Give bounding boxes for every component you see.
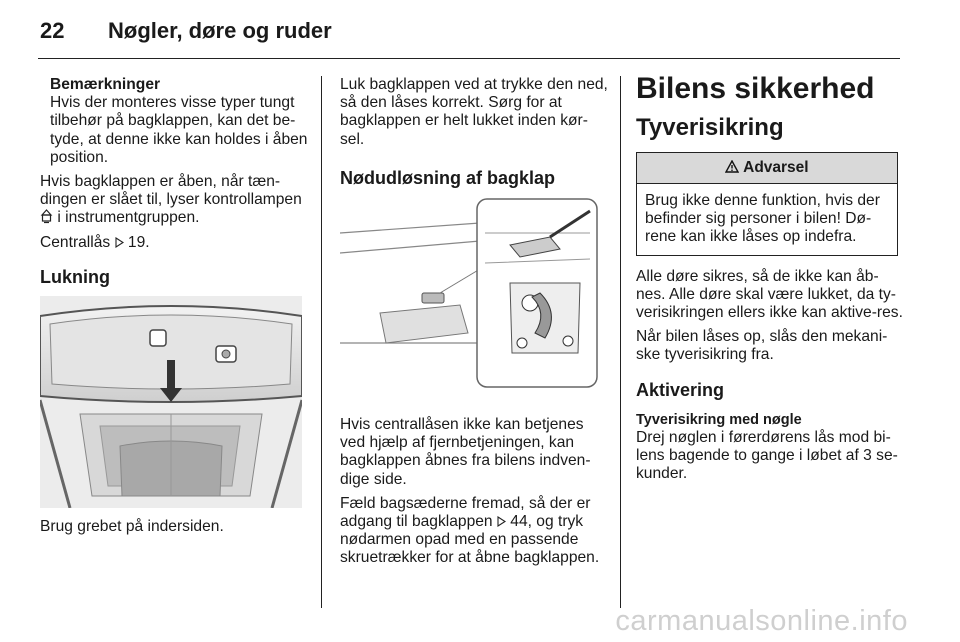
paragraph: Hvis centrallåsen ikke kan betjenes ved hjælp af fjernbetjeningen, kan bagklappen åbnes fra bilens indven-dige side. [340,416,591,488]
column-divider-2 [620,76,621,608]
note-text: Hvis der monteres visse typer tungt tilbehør på bagklappen, kan det be-tyde, at denne ikke kan holdes i åben position. [50,94,308,166]
column-divider-1 [321,76,322,608]
chapter-title: Bilens sikkerhed [636,72,875,105]
reference-page: 19. [127,233,150,251]
note-heading: Bemærkninger [50,76,161,93]
column-2-lower [340,416,608,574]
paragraph-text: 44, og tryk nødarmen opad med en passende skruetrækker for at åbne bagklappen. [340,513,600,567]
warning-header [637,153,897,184]
emergency-release-illustration [340,193,602,393]
paragraph: Alle døre sikres, så de ikke kan åb-nes. Alle døre skal være lukket, da ty-verisikringen ellers ikke kan aktive-res. [636,267,903,322]
reference-arrow-icon [115,234,128,251]
reference-arrow-icon [497,513,510,530]
illustration-caption [40,518,308,542]
paragraph: Drej nøglen i førerdørens lås mod bi-lens bagende to gange i løbet af 3 se-kunder. [636,428,898,483]
subheading: Tyverisikring med nøgle [636,411,802,428]
paragraph: Når bilen låses op, slås den mekani-ske tyverisikring fra. [636,328,888,364]
column-1 [40,76,308,288]
column-2 [340,76,608,189]
warning-triangle-icon [725,159,743,176]
paragraph-text: i instrumentgruppen. [53,209,200,227]
section-heading-emergency-release: Nødudløsning af bagklap [340,167,555,188]
caption-text: Brug grebet på indersiden. [40,518,224,535]
section-title: Tyverisikring [636,114,784,141]
paragraph [340,495,608,568]
door-open-warning-icon [40,209,53,224]
note-block [40,76,308,167]
warning-label: Advarsel [743,159,809,176]
reference-text: Centrallås [40,233,111,251]
warning-text: Brug ikke denne funktion, hvis der befinder sig personer i bilen! Dø-rene kan ikke låses op indefra. [645,192,880,246]
section-heading-aktivering: Aktivering [636,379,725,400]
paragraph [40,173,308,228]
tailgate-closing-illustration [40,296,302,508]
watermark: carmanualsonline.info [615,605,908,637]
column-3 [636,72,904,489]
header-divider [38,58,900,59]
cross-reference [40,234,308,252]
paragraph-text: Fæld bagsæderne fremad, så der er adgang til bagklappen [340,494,591,531]
warning-box [636,152,898,256]
page-number: 22 [40,18,65,43]
page-title: Nøgler, døre og ruder [108,18,332,43]
paragraph-text: Hvis bagklappen er åben, når tæn-dingen er slået til, lyser kontrollampen [40,173,302,209]
section-heading-lukning: Lukning [40,266,110,287]
paragraph: Luk bagklappen ved at trykke den ned, så den låses korrekt. Sørg for at bagklappen er helt lukket inden kør-sel. [340,76,608,148]
